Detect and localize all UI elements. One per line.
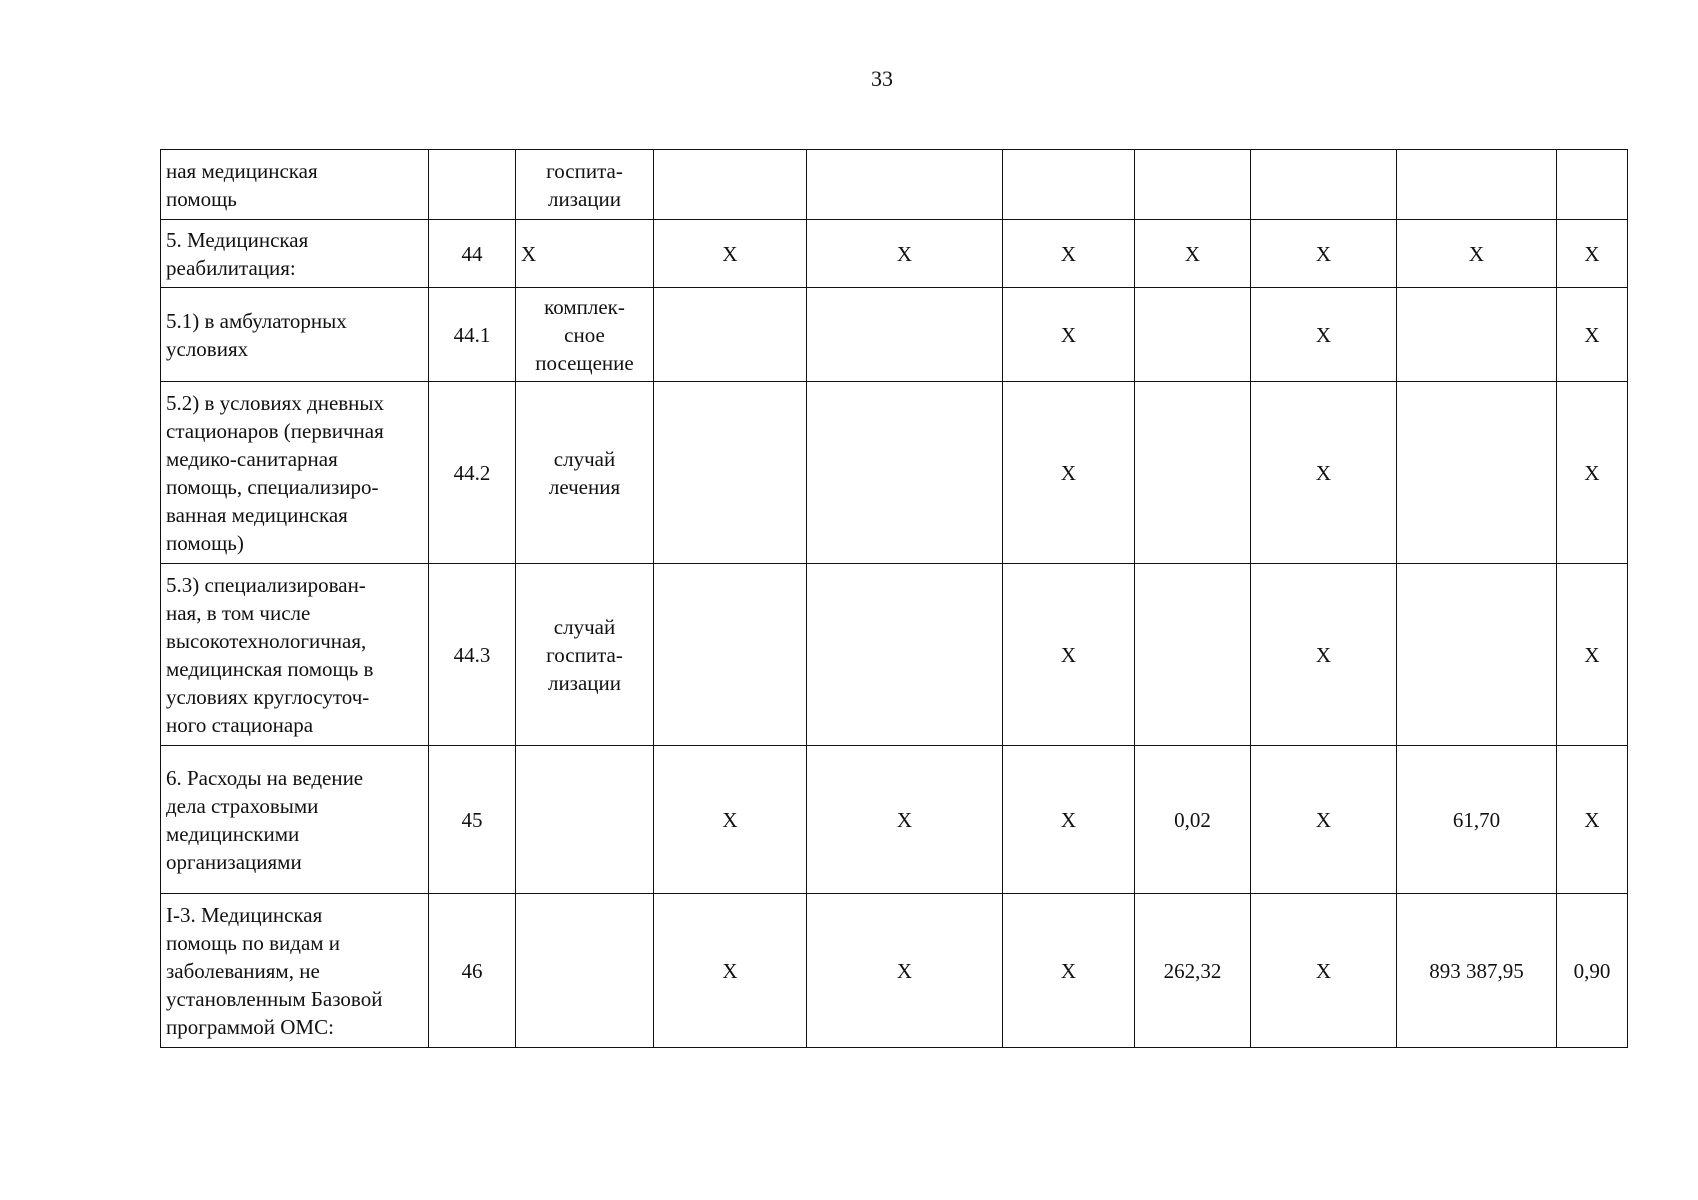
- row-code: 44: [429, 220, 516, 288]
- cell-col8: X: [1251, 382, 1397, 564]
- cell-col4: [654, 288, 807, 382]
- data-table: [160, 149, 1628, 1048]
- table-row: [161, 150, 1628, 220]
- cell-col7: [1135, 564, 1251, 746]
- cell-col10: X: [1557, 746, 1628, 894]
- row-name: I-3. Медицинская помощь по видам и заболеваниям, не установленным Базовой программой ОМС:: [161, 894, 429, 1048]
- cell-col4: [654, 382, 807, 564]
- table-row: [161, 746, 1628, 894]
- cell-col9: [1397, 564, 1557, 746]
- cell-col4: X: [654, 746, 807, 894]
- cell-col10: X: [1557, 564, 1628, 746]
- cell-col9: X: [1397, 220, 1557, 288]
- table-row: [161, 288, 1628, 382]
- row-code: 44.1: [429, 288, 516, 382]
- row-unit: комплек- сное посещение: [516, 288, 654, 382]
- cell-col7: [1135, 150, 1251, 220]
- row-name: 5.2) в условиях дневных стационаров (первичная медико-санитарная помощь, специализиро- ванная медицинская помощь): [161, 382, 429, 564]
- cell-col8: X: [1251, 220, 1397, 288]
- row-code: [429, 150, 516, 220]
- table-row: [161, 564, 1628, 746]
- row-unit: X: [516, 220, 654, 288]
- cell-col8: X: [1251, 564, 1397, 746]
- table-row: [161, 894, 1628, 1048]
- row-code: 45: [429, 746, 516, 894]
- cell-col5: X: [807, 220, 1003, 288]
- cell-col8: X: [1251, 894, 1397, 1048]
- cell-col4: X: [654, 220, 807, 288]
- cell-col7: 0,02: [1135, 746, 1251, 894]
- cell-col4: [654, 150, 807, 220]
- row-unit: случай госпита- лизации: [516, 564, 654, 746]
- cell-col6: [1003, 150, 1135, 220]
- cell-col6: X: [1003, 564, 1135, 746]
- cell-col5: X: [807, 894, 1003, 1048]
- row-unit: [516, 894, 654, 1048]
- row-unit: случай лечения: [516, 382, 654, 564]
- cell-col7: 262,32: [1135, 894, 1251, 1048]
- row-name: 6. Расходы на ведение дела страховыми медицинскими организациями: [161, 746, 429, 894]
- row-code: 46: [429, 894, 516, 1048]
- cell-col9: 893 387,95: [1397, 894, 1557, 1048]
- table-row: [161, 382, 1628, 564]
- cell-col7: [1135, 382, 1251, 564]
- cell-col5: [807, 150, 1003, 220]
- cell-col6: X: [1003, 746, 1135, 894]
- cell-col6: X: [1003, 220, 1135, 288]
- row-name: 5.3) специализирован- ная, в том числе высокотехнологичная, медицинская помощь в условиях круглосуточ- ного стационара: [161, 564, 429, 746]
- cell-col9: 61,70: [1397, 746, 1557, 894]
- cell-col10: [1557, 150, 1628, 220]
- cell-col9: [1397, 288, 1557, 382]
- cell-col5: [807, 564, 1003, 746]
- cell-col6: X: [1003, 288, 1135, 382]
- cell-col4: X: [654, 894, 807, 1048]
- cell-col6: X: [1003, 382, 1135, 564]
- row-code: 44.3: [429, 564, 516, 746]
- cell-col9: [1397, 382, 1557, 564]
- cell-col10: 0,90: [1557, 894, 1628, 1048]
- cell-col6: X: [1003, 894, 1135, 1048]
- page-number: 33: [871, 66, 893, 91]
- cell-col8: X: [1251, 288, 1397, 382]
- cell-col5: X: [807, 746, 1003, 894]
- row-name: 5.1) в амбулаторных условиях: [161, 288, 429, 382]
- row-unit: [516, 746, 654, 894]
- cell-col5: [807, 288, 1003, 382]
- row-unit: госпита- лизации: [516, 150, 654, 220]
- cell-col10: X: [1557, 288, 1628, 382]
- table-row: [161, 220, 1628, 288]
- cell-col5: [807, 382, 1003, 564]
- row-code: 44.2: [429, 382, 516, 564]
- row-name: 5. Медицинская реабилитация:: [161, 220, 429, 288]
- cell-col7: [1135, 288, 1251, 382]
- cell-col9: [1397, 150, 1557, 220]
- cell-col8: [1251, 150, 1397, 220]
- cell-col8: X: [1251, 746, 1397, 894]
- cell-col10: X: [1557, 382, 1628, 564]
- row-name: ная медицинская помощь: [161, 150, 429, 220]
- cell-col4: [654, 564, 807, 746]
- cell-col10: X: [1557, 220, 1628, 288]
- cell-col7: X: [1135, 220, 1251, 288]
